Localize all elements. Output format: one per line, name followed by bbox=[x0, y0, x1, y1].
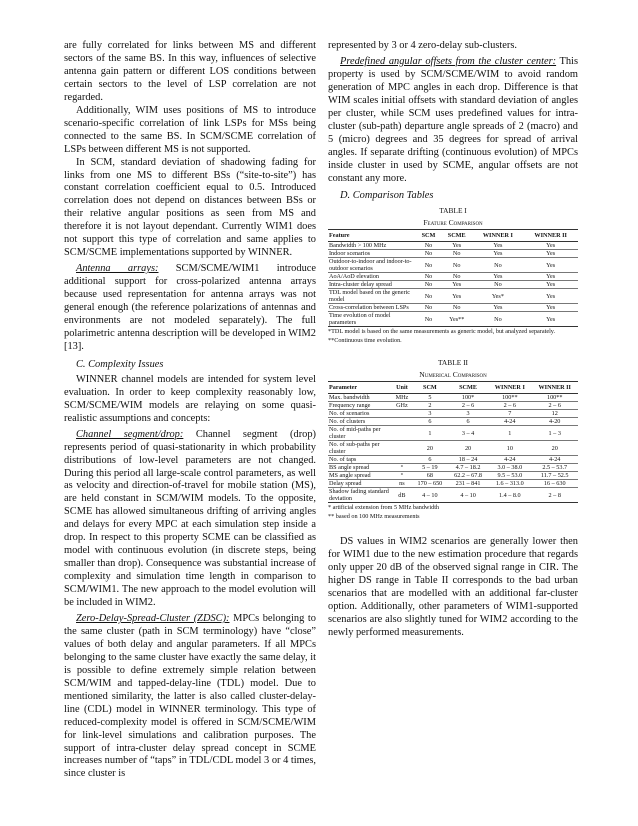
table-row bbox=[328, 456, 578, 464]
table-header-row bbox=[328, 382, 578, 394]
table-cell: 231 – 841 bbox=[448, 480, 488, 488]
table-feature-comparison bbox=[328, 229, 578, 327]
paragraph: DS values in WIM2 scenarios are generally lower then for WIM1 due to the new estimation procedure that regards only upper 20 dB of the observed signal range in CIR. The higher DS range in Table II corresponds to the bad urban scenarios that are modelled with an additional far-cluster option. Additionally, other parameters of WIM1-supported scenarios are also slightly tuned for WIM2 according to the newly performed measurements. bbox=[328, 536, 578, 638]
table-cell: No. of scenarios bbox=[328, 410, 392, 418]
table-header-cell: Unit bbox=[392, 382, 412, 394]
table-header-cell: WINNER I bbox=[488, 382, 531, 394]
table-cell: Yes bbox=[441, 242, 473, 250]
table-cell: Yes* bbox=[472, 289, 523, 304]
paragraph-text: SCM/SCME/WIM1 introduce additional support for cross-polarized antenna arrays because used representation for antenna arrays was not general enough (the reference polarizations of antennas and environments are not modeled separately). The full polarimetric antenna description will be developed in WIM2 [13]. bbox=[64, 263, 316, 352]
table1-label: TABLE I bbox=[439, 206, 467, 216]
table-cell: 2 – 8 bbox=[531, 488, 578, 503]
table-row bbox=[328, 304, 578, 312]
table-cell: Yes bbox=[441, 289, 473, 304]
run-in-heading: Predefined angular offsets from the cluster center: bbox=[340, 55, 557, 67]
table-cell: Yes bbox=[472, 304, 523, 312]
table-header-cell: SCME bbox=[448, 382, 488, 394]
table-cell: Yes bbox=[523, 312, 578, 327]
table-cell: No bbox=[441, 258, 473, 273]
table-cell: No bbox=[416, 289, 441, 304]
table-cell: 18 – 24 bbox=[448, 456, 488, 464]
paragraph: are fully correlated for links between MS and different sectors of the same BS. In this way, influences of selective antenna gain pattern or different LOS conditions between certain sectors to the level of LSP correlation are not regarded. bbox=[64, 40, 316, 103]
table-cell: 11.7 – 52.5 bbox=[531, 472, 578, 480]
table-cell: 3.0 – 38.0 bbox=[488, 464, 531, 472]
table-cell: Intra-cluster delay spread bbox=[328, 281, 416, 289]
table-cell: Cross-correlation between LSPs bbox=[328, 304, 416, 312]
table-row bbox=[328, 242, 578, 250]
paragraph: represented by 3 or 4 zero-delay sub-clusters. bbox=[328, 40, 517, 51]
table-cell: 6 bbox=[448, 418, 488, 426]
table-cell bbox=[392, 441, 412, 456]
table-cell: 16 – 630 bbox=[531, 480, 578, 488]
section-heading-d: D. Comparison Tables bbox=[340, 190, 434, 202]
table1-caption: Feature Comparison bbox=[423, 218, 483, 228]
table1-note: **Continuous time evolution. bbox=[328, 336, 402, 344]
table-body bbox=[328, 242, 578, 327]
table-header-cell: WINNER II bbox=[523, 230, 578, 242]
table-cell: 20 bbox=[531, 441, 578, 456]
table-cell: No bbox=[416, 304, 441, 312]
table-cell: Yes bbox=[523, 273, 578, 281]
table-cell: dB bbox=[392, 488, 412, 503]
table-header-cell: SCME bbox=[441, 230, 473, 242]
table-cell: No. of sub-paths per cluster bbox=[328, 441, 392, 456]
table-header-cell: WINNER II bbox=[531, 382, 578, 394]
table2-note: * artificial extension from 5 MHz bandwidth bbox=[328, 504, 440, 512]
table-cell: Shadow fading standard deviation bbox=[328, 488, 392, 503]
table-cell: BS angle spread bbox=[328, 464, 392, 472]
table-cell: No bbox=[472, 281, 523, 289]
table-row bbox=[328, 488, 578, 503]
table-cell: Yes bbox=[523, 258, 578, 273]
table-cell: 4-24 bbox=[488, 418, 531, 426]
right-column bbox=[328, 40, 578, 640]
table-cell: 2 – 6 bbox=[448, 402, 488, 410]
table-header-row bbox=[328, 230, 578, 242]
table-cell: 4 – 10 bbox=[448, 488, 488, 503]
table-cell: 100** bbox=[488, 394, 531, 402]
table-cell: 62.2 – 67.8 bbox=[448, 472, 488, 480]
table-cell: No bbox=[441, 304, 473, 312]
table-cell: 6 bbox=[412, 418, 448, 426]
table-row bbox=[328, 250, 578, 258]
table-header-cell: WINNER I bbox=[472, 230, 523, 242]
table-cell: MS angle spread bbox=[328, 472, 392, 480]
table-cell: Yes bbox=[523, 289, 578, 304]
table1-caption-wrap bbox=[328, 218, 578, 227]
table-cell: Frequency range bbox=[328, 402, 392, 410]
table-header-cell: SCM bbox=[412, 382, 448, 394]
table-cell bbox=[392, 426, 412, 441]
table-cell: 12 bbox=[531, 410, 578, 418]
table-cell: 9.5 – 53.0 bbox=[488, 472, 531, 480]
paragraph-antenna-arrays bbox=[64, 263, 316, 354]
table-cell: Yes** bbox=[441, 312, 473, 327]
table-cell: 100* bbox=[448, 394, 488, 402]
table-cell: No bbox=[441, 250, 473, 258]
table-row bbox=[328, 480, 578, 488]
table-row bbox=[328, 402, 578, 410]
table2-caption: Numerical Comparison bbox=[419, 370, 487, 380]
table2-note: ** based on 100 MHz measurements bbox=[328, 512, 420, 520]
table-cell: ° bbox=[392, 464, 412, 472]
table-cell: 3 bbox=[412, 410, 448, 418]
table-cell: 2.5 – 53.7 bbox=[531, 464, 578, 472]
table-row bbox=[328, 273, 578, 281]
table1-note: *TDL model is based on the same measurements as generic model, but analyzed separately. bbox=[328, 328, 556, 336]
table-cell: Yes bbox=[472, 242, 523, 250]
table-numerical-comparison bbox=[328, 381, 578, 503]
table-cell: Yes bbox=[472, 250, 523, 258]
paragraph-text: This property is used by SCM/SCME/WIM to avoid random generation of MPC angles in each drop. Difference is that WIM scales initial offsets with standard deviation of angles per cluster, while SCM uses predefined values for intra-cluster (sub-path) departure angle spreads of 2 (macro) and 5 (micro) degrees and 35 degrees for spread of arrival angles. If separate drifting (continuous evolution) of MPCs inside cluster in used by SCME, angular offsets are not constant any more. bbox=[328, 55, 578, 184]
table-cell: 1.4 – 8.0 bbox=[488, 488, 531, 503]
table-cell: Delay spread bbox=[328, 480, 392, 488]
table-row bbox=[328, 281, 578, 289]
table-body bbox=[328, 394, 578, 503]
table-cell: 1.6 – 313.0 bbox=[488, 480, 531, 488]
table-row bbox=[328, 464, 578, 472]
table-cell: No. of clusters bbox=[328, 418, 392, 426]
run-in-heading: Channel segment/drop: bbox=[76, 428, 184, 440]
table-cell: Indoor scenarios bbox=[328, 250, 416, 258]
table-cell: 7 bbox=[488, 410, 531, 418]
table-cell: No. of mid-paths per cluster bbox=[328, 426, 392, 441]
table-cell: Bandwidth > 100 MHz bbox=[328, 242, 416, 250]
table-cell: Yes bbox=[523, 242, 578, 250]
table-row bbox=[328, 441, 578, 456]
table-cell: 4 – 10 bbox=[412, 488, 448, 503]
table-cell: No bbox=[441, 273, 473, 281]
table-cell: No. of taps bbox=[328, 456, 392, 464]
table-row bbox=[328, 312, 578, 327]
paragraph: WINNER channel models are intended for system level evaluation. In order to keep complexity reasonably low, SCM/SCME/WIM models are relaying on some quasi-realistic assumptions and concepts: bbox=[64, 373, 316, 424]
table-cell: 4-20 bbox=[531, 418, 578, 426]
paragraph-text: Channel segment (drop) represents period of quasi-stationarity in which probability distributions of low-level parameters are not changed. During this period all large-scale control parameters, as well as velocity and direction-of-travel for mobile station (MS), are held constant in SCM/WIM models. To the opposite, SCME has allowed simultaneous drifting of arriving angles and delays for every MPC at each simulation step inside a drop. In respect to this property SCME can be classified as model with continuous evolution (in discrete steps, being smaller than drop). Consequence was substantial increase of complexity and simulation time length in comparison to SCM/WIM1. The new approach to the model evolution will be included in WIM2. bbox=[64, 428, 317, 609]
table-header-cell: Parameter bbox=[328, 382, 392, 394]
table-cell bbox=[392, 418, 412, 426]
table-cell: No bbox=[416, 312, 441, 327]
table-cell: No bbox=[416, 281, 441, 289]
section-heading-c: C. Complexity Issues bbox=[76, 358, 164, 370]
table-cell: No bbox=[416, 250, 441, 258]
table-cell: 1 – 3 bbox=[531, 426, 578, 441]
table-cell: 3 – 4 bbox=[448, 426, 488, 441]
run-in-heading: Antenna arrays: bbox=[76, 263, 159, 275]
table-cell: No bbox=[416, 242, 441, 250]
table-cell: 100** bbox=[531, 394, 578, 402]
table-cell: GHz bbox=[392, 402, 412, 410]
table-cell: ns bbox=[392, 480, 412, 488]
paragraph-text: MPCs belonging to the same cluster (path in SCM terminology) have “close” values of both delay and angular parameters. If all MPCs belonging to the same cluster have exactly the same delay, it is possible to define extremely simple relation between SCM/WIM and tapped-delay-line (TDL) model. Due to mentioned similarity, the latter is also called cluster-delay-line (CDL) model in WINNER terminology. This type of reduced-complexity model is offered in SCM/SCME/WIM for link-level simulations and calibration purposes. The support of intra-cluster delay spread concept in SCME increases number of “taps” in TDL/CDL model 3 or 4 times, since cluster is bbox=[64, 612, 316, 780]
table-cell: Yes bbox=[472, 273, 523, 281]
table-cell: 20 bbox=[412, 441, 448, 456]
table-header-cell: SCM bbox=[416, 230, 441, 242]
table2-label: TABLE II bbox=[438, 358, 468, 368]
table-row bbox=[328, 410, 578, 418]
table-cell: Yes bbox=[523, 281, 578, 289]
table-row bbox=[328, 394, 578, 402]
run-in-heading: Zero-Delay-Spread-Cluster (ZDSC): bbox=[76, 612, 230, 624]
paragraph-angular-offsets bbox=[328, 56, 578, 186]
table-cell: 2 – 6 bbox=[531, 402, 578, 410]
table-cell: 68 bbox=[412, 472, 448, 480]
table-row bbox=[328, 472, 578, 480]
table-cell: 4-24 bbox=[488, 456, 531, 464]
table-cell: MHz bbox=[392, 394, 412, 402]
table-cell: Yes bbox=[441, 281, 473, 289]
table-cell: 5 bbox=[412, 394, 448, 402]
table-cell: 2 – 6 bbox=[488, 402, 531, 410]
table-cell: No bbox=[472, 312, 523, 327]
table-cell: 6 bbox=[412, 456, 448, 464]
table-cell: TDL model based on the generic model bbox=[328, 289, 416, 304]
table-cell: Time evolution of model parameters bbox=[328, 312, 416, 327]
table-cell: No bbox=[472, 258, 523, 273]
table-row bbox=[328, 289, 578, 304]
left-column bbox=[64, 40, 316, 781]
table-cell bbox=[392, 410, 412, 418]
table-row bbox=[328, 258, 578, 273]
table-cell: Yes bbox=[523, 250, 578, 258]
paragraph-channel-segment bbox=[64, 429, 316, 610]
table-cell: Yes bbox=[523, 304, 578, 312]
paragraph: In SCM, standard deviation of shadowing fading for links from one MS to different BSs (“site-to-site”) has constant correlation coefficient equal to 0.5. Introduced correlation does not depend on distances between BSs or their relative angular positions as seen from MS and therefore it is not layout dependant. Currently WIM1 does not support this type of correlation and same applies to SCM/SCME implementations supported by WINNER. bbox=[64, 156, 316, 259]
table-cell: 2 bbox=[412, 402, 448, 410]
table-cell bbox=[392, 456, 412, 464]
table-cell: 5 – 19 bbox=[412, 464, 448, 472]
table-cell: 170 – 650 bbox=[412, 480, 448, 488]
table-cell: 4.7 – 18.2 bbox=[448, 464, 488, 472]
table2-caption-wrap bbox=[328, 370, 578, 379]
table-cell: 10 bbox=[488, 441, 531, 456]
paragraph: Additionally, WIM uses positions of MS to introduce scenario-specific correlation of link LSPs for MSs being connected to the same BS. In SCM/SCME correlation of LSPs between different MS is not supported. bbox=[64, 104, 316, 155]
table-row bbox=[328, 418, 578, 426]
table-header-cell: Feature bbox=[328, 230, 416, 242]
table-cell: 1 bbox=[412, 426, 448, 441]
table-cell: No bbox=[416, 273, 441, 281]
paragraph-zdsc bbox=[64, 613, 316, 781]
table-cell: 20 bbox=[448, 441, 488, 456]
table-row bbox=[328, 426, 578, 441]
table-cell: 4-24 bbox=[531, 456, 578, 464]
table-cell: 3 bbox=[448, 410, 488, 418]
table-cell: Outdoor-to-indoor and indoor-to-outdoor scenarios bbox=[328, 258, 416, 273]
table-cell: ° bbox=[392, 472, 412, 480]
table-cell: AoA/AoD elevation bbox=[328, 273, 416, 281]
table-cell: No bbox=[416, 258, 441, 273]
table-cell: Max. bandwidth bbox=[328, 394, 392, 402]
table-cell: 1 bbox=[488, 426, 531, 441]
